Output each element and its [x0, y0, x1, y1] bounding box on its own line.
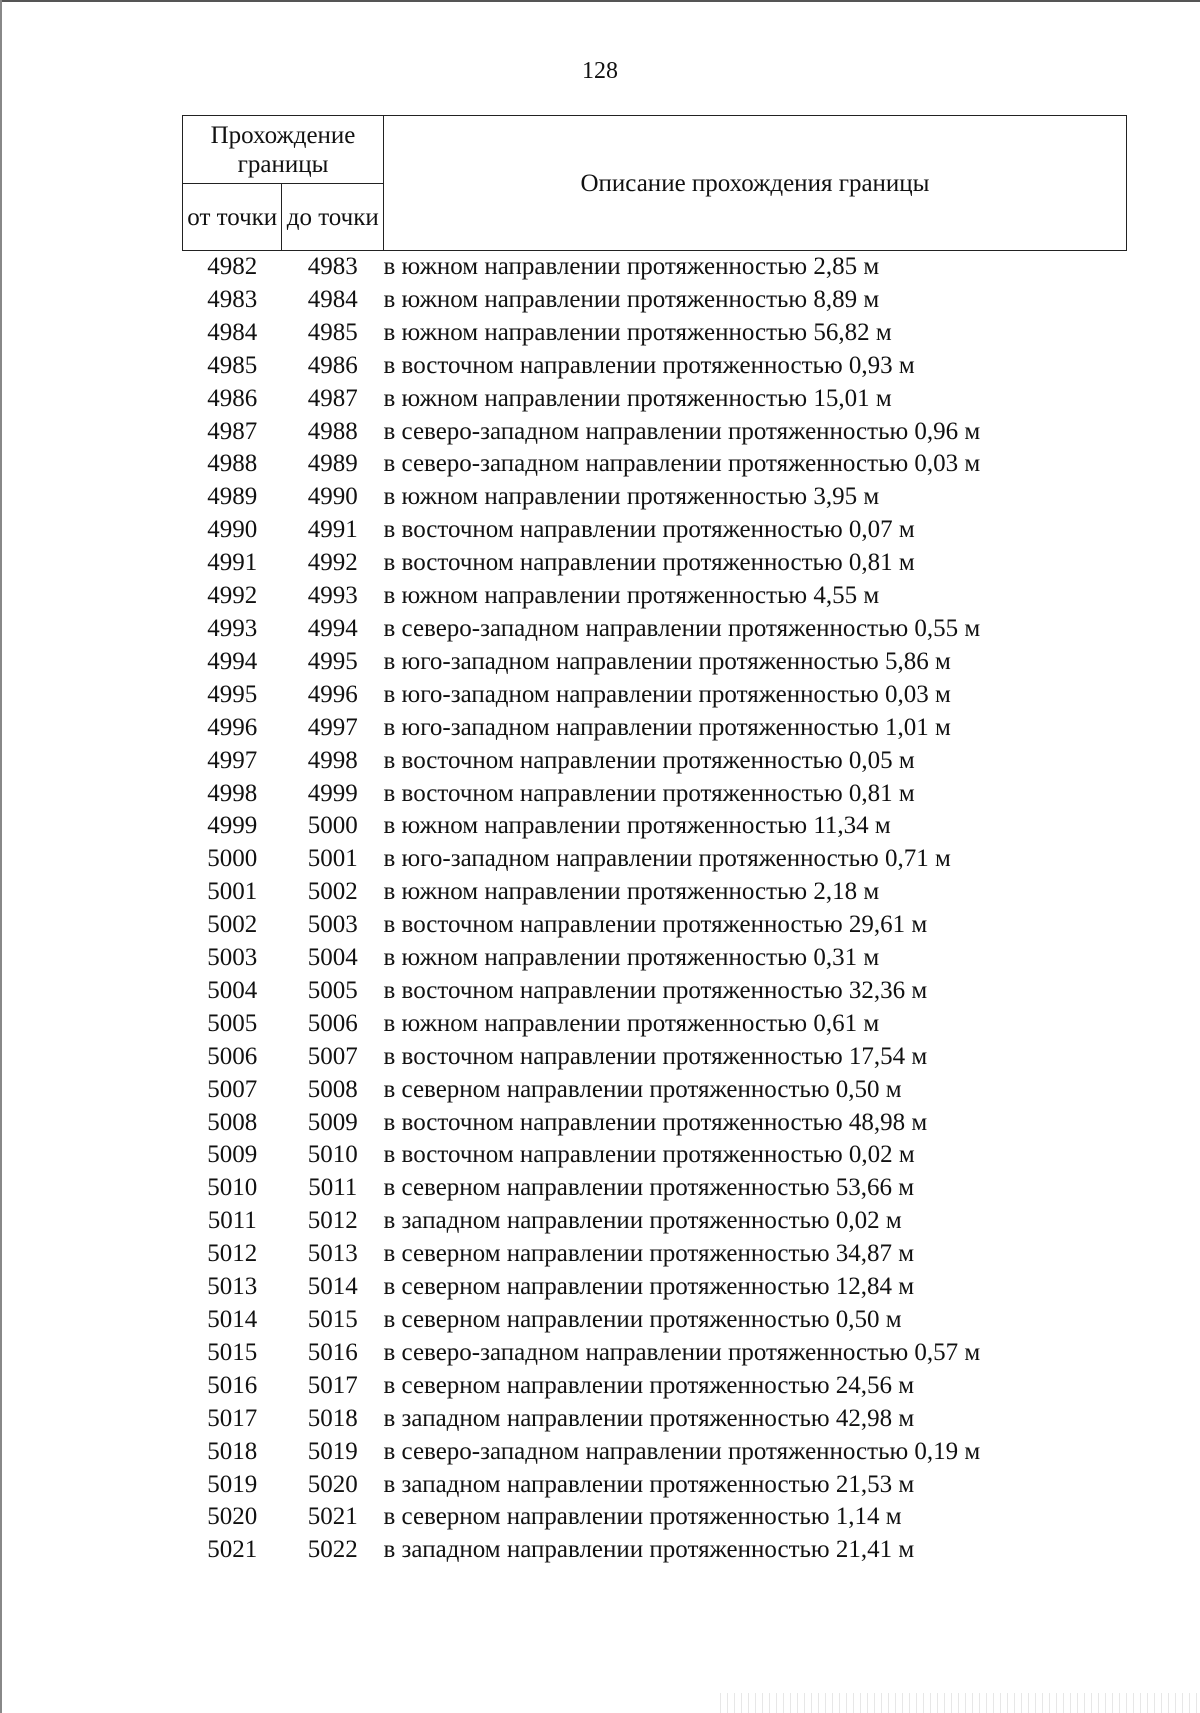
scan-edge-left [0, 0, 2, 1713]
row-description: в северо-западном направлении протяженностью 0,96 м [383, 417, 981, 445]
row-description: в южном направлении протяженностью 8,89 м [383, 285, 880, 313]
row-to-point: 5019 [307, 1437, 358, 1465]
table-row [183, 876, 1127, 909]
row-description: в южном направлении протяженностью 56,82 м [383, 318, 892, 346]
row-from-point: 5000 [207, 845, 258, 873]
table-row [183, 942, 1127, 975]
row-to-point: 5000 [307, 812, 358, 840]
row-from-point: 5013 [207, 1273, 258, 1301]
table-row [183, 1041, 1127, 1074]
row-from-point: 5014 [207, 1306, 258, 1333]
table-row [183, 1139, 1127, 1172]
row-description: в восточном направлении протяженностью 0,05 м [383, 746, 915, 774]
table-row [183, 1205, 1127, 1238]
row-from-point: 4989 [207, 483, 258, 511]
row-description: в восточном направлении протяженностью 32,36 м [383, 976, 928, 1004]
scan-edge-top [0, 0, 1200, 2]
row-from-point: 5003 [207, 944, 258, 972]
row-from-point: 4993 [207, 614, 258, 642]
row-description: в северном направлении протяженностью 34,87 м [383, 1240, 915, 1268]
row-to-point: 4994 [307, 614, 358, 642]
row-from-point: 4997 [207, 746, 258, 774]
row-description: в южном направлении протяженностью 15,01 м [383, 384, 892, 412]
row-to-point: 5012 [307, 1207, 358, 1235]
row-from-point: 5016 [207, 1371, 258, 1399]
table-row [183, 745, 1127, 778]
table-header [183, 116, 1127, 251]
row-from-point: 4996 [207, 713, 258, 741]
row-description: в восточном направлении протяженностью 0,81 м [383, 779, 915, 807]
row-description: в юго-западном направлении протяженностью 0,71 м [383, 845, 951, 873]
row-from-point: 4986 [207, 384, 258, 412]
table-row [183, 580, 1127, 613]
row-description: в западном направлении протяженностью 21,53 м [383, 1470, 915, 1498]
table-row [183, 1238, 1127, 1271]
row-to-point: 5021 [307, 1503, 358, 1531]
row-to-point: 4992 [307, 549, 358, 577]
table-row [183, 1074, 1127, 1107]
row-to-point: 4986 [307, 351, 358, 379]
row-to-point: 5002 [307, 878, 358, 906]
row-description: в северо-западном направлении протяженностью 0,55 м [383, 614, 981, 642]
row-to-point: 4988 [307, 417, 358, 445]
row-description: в западном направлении протяженностью 21,41 м [383, 1536, 915, 1564]
table-row [183, 547, 1127, 580]
row-to-point: 4998 [307, 746, 358, 774]
table-row [183, 712, 1127, 745]
table-row [183, 1172, 1127, 1205]
row-description: в северном направлении протяженностью 24,56 м [383, 1371, 915, 1399]
row-description: в юго-западном направлении протяженностью 0,03 м [383, 680, 951, 708]
row-description: в восточном направлении протяженностью 0,07 м [383, 516, 915, 544]
row-to-point: 5003 [307, 911, 358, 939]
row-to-point: 4987 [307, 384, 358, 412]
row-from-point: 4987 [207, 417, 258, 445]
table-row [183, 679, 1127, 712]
row-description: в восточном направлении протяженностью 48,98 м [383, 1108, 928, 1136]
row-description: в западном направлении протяженностью 42,98 м [383, 1404, 915, 1432]
row-to-point: 4984 [307, 285, 358, 313]
table-row [183, 481, 1127, 514]
table-row [183, 284, 1127, 317]
table-row [183, 975, 1127, 1008]
table-row [183, 613, 1127, 646]
header-to-point: до точки [282, 184, 384, 251]
row-to-point: 4995 [307, 647, 358, 675]
table-row [183, 1304, 1127, 1337]
row-from-point: 4990 [207, 516, 258, 544]
row-to-point: 5013 [307, 1240, 358, 1268]
row-description: в северо-западном направлении протяженностью 0,19 м [383, 1437, 981, 1465]
row-description: в южном направлении протяженностью 4,55 м [383, 582, 880, 610]
row-description: в северном направлении протяженностью 12,84 м [383, 1273, 915, 1301]
header-boundary-passage: Прохождение границы [183, 116, 384, 184]
row-to-point: 5001 [307, 845, 358, 873]
row-description: в южном направлении протяженностью 2,85 м [383, 253, 880, 280]
row-from-point: 5018 [207, 1437, 258, 1465]
row-from-point: 4998 [207, 779, 258, 807]
row-from-point: 5017 [207, 1404, 258, 1432]
table-row [183, 416, 1127, 449]
row-from-point: 4984 [207, 318, 258, 346]
row-from-point: 5012 [207, 1240, 258, 1268]
table-row [183, 778, 1127, 811]
table-row [183, 1370, 1127, 1403]
row-description: в северном направлении протяженностью 0,50 м [383, 1075, 902, 1103]
row-to-point: 4990 [307, 483, 358, 511]
page-number: 128 [582, 58, 618, 84]
row-from-point: 5021 [207, 1536, 258, 1564]
row-to-point: 5008 [307, 1075, 358, 1103]
scan-noise [720, 1693, 1200, 1713]
row-from-point: 5020 [207, 1503, 258, 1531]
table-row [183, 317, 1127, 350]
row-description: в восточном направлении протяженностью 0,93 м [383, 351, 915, 379]
table-row [183, 1469, 1127, 1502]
table-row [183, 383, 1127, 416]
table-row [183, 810, 1127, 843]
table-row [183, 350, 1127, 383]
table-row [183, 1337, 1127, 1370]
row-description: в южном направлении протяженностью 11,34 м [383, 812, 891, 840]
table-row [183, 646, 1127, 679]
row-from-point: 4995 [207, 680, 258, 708]
row-description: в западном направлении протяженностью 0,02 м [383, 1207, 902, 1235]
row-to-point: 4993 [307, 582, 358, 610]
header-description: Описание прохождения границы [384, 116, 1127, 251]
row-to-point: 5022 [307, 1536, 358, 1564]
boundary-table [182, 115, 1127, 1567]
row-from-point: 5007 [207, 1075, 258, 1103]
row-from-point: 5006 [207, 1042, 258, 1070]
row-description: в восточном направлении протяженностью 0,02 м [383, 1141, 915, 1169]
table-row [183, 514, 1127, 547]
row-from-point: 5009 [207, 1141, 258, 1169]
row-to-point: 5016 [307, 1338, 358, 1366]
row-to-point: 4997 [307, 713, 358, 741]
table-row [183, 1403, 1127, 1436]
row-description: в северо-западном направлении протяженностью 0,03 м [383, 450, 981, 478]
row-to-point: 5015 [307, 1306, 358, 1333]
row-from-point: 5010 [207, 1174, 258, 1202]
row-from-point: 4999 [207, 812, 258, 840]
row-to-point: 5010 [307, 1141, 358, 1169]
row-to-point: 4999 [307, 779, 358, 807]
table-row [183, 843, 1127, 876]
row-to-point: 4996 [307, 680, 358, 708]
row-to-point: 5005 [307, 976, 358, 1004]
header-from-point: от точки [183, 184, 282, 251]
row-from-point: 4994 [207, 647, 258, 675]
table-row [183, 1107, 1127, 1140]
row-to-point: 5006 [307, 1009, 358, 1037]
row-to-point: 5004 [307, 944, 358, 972]
row-to-point: 5014 [307, 1273, 358, 1301]
row-from-point: 5008 [207, 1108, 258, 1136]
row-to-point: 5007 [307, 1042, 358, 1070]
row-description: в южном направлении протяженностью 0,61 м [383, 1009, 880, 1037]
row-description: в северном направлении протяженностью 53,66 м [383, 1174, 915, 1202]
row-from-point: 4992 [207, 582, 258, 610]
row-from-point: 5019 [207, 1470, 258, 1498]
row-description: в юго-западном направлении протяженностью 5,86 м [383, 647, 951, 675]
row-description: в юго-западном направлении протяженностью 1,01 м [383, 713, 951, 741]
table-row [183, 1008, 1127, 1041]
table-row [183, 1436, 1127, 1469]
row-from-point: 5005 [207, 1009, 258, 1037]
row-description: в южном направлении протяженностью 2,18 м [383, 878, 880, 906]
row-from-point: 4985 [207, 351, 258, 379]
row-to-point: 5011 [308, 1174, 358, 1202]
row-to-point: 5018 [307, 1404, 358, 1432]
row-from-point: 5002 [207, 911, 258, 939]
row-description: в северо-западном направлении протяженностью 0,57 м [383, 1338, 981, 1366]
table-row [183, 1501, 1127, 1534]
row-to-point: 4985 [307, 318, 358, 346]
table-row [183, 1271, 1127, 1304]
row-from-point: 5001 [207, 878, 258, 906]
row-description: в северном направлении протяженностью 0,50 м [383, 1306, 902, 1333]
row-description: в южном направлении протяженностью 3,95 м [383, 483, 880, 511]
row-from-point: 5004 [207, 976, 258, 1004]
row-description: в восточном направлении протяженностью 29,61 м [383, 911, 928, 939]
table-row [183, 1534, 1127, 1567]
row-from-point: 4991 [207, 549, 258, 577]
row-description: в восточном направлении протяженностью 17,54 м [383, 1042, 928, 1070]
row-description: в северном направлении протяженностью 1,14 м [383, 1503, 902, 1531]
row-from-point: 5011 [207, 1207, 257, 1235]
row-from-point: 4988 [207, 450, 258, 478]
row-description: в южном направлении протяженностью 0,31 м [383, 944, 880, 972]
row-to-point: 4989 [307, 450, 358, 478]
row-from-point: 5015 [207, 1338, 258, 1366]
table-row [183, 909, 1127, 942]
row-from-point: 4982 [207, 253, 258, 280]
table-body [183, 251, 1127, 1568]
row-to-point: 4991 [307, 516, 358, 544]
row-to-point: 5009 [307, 1108, 358, 1136]
row-description: в восточном направлении протяженностью 0,81 м [383, 549, 915, 577]
table-row [183, 251, 1127, 284]
row-to-point: 5017 [307, 1371, 358, 1399]
row-to-point: 4983 [307, 253, 358, 280]
row-from-point: 4983 [207, 285, 258, 313]
table-row [183, 448, 1127, 481]
row-to-point: 5020 [307, 1470, 358, 1498]
